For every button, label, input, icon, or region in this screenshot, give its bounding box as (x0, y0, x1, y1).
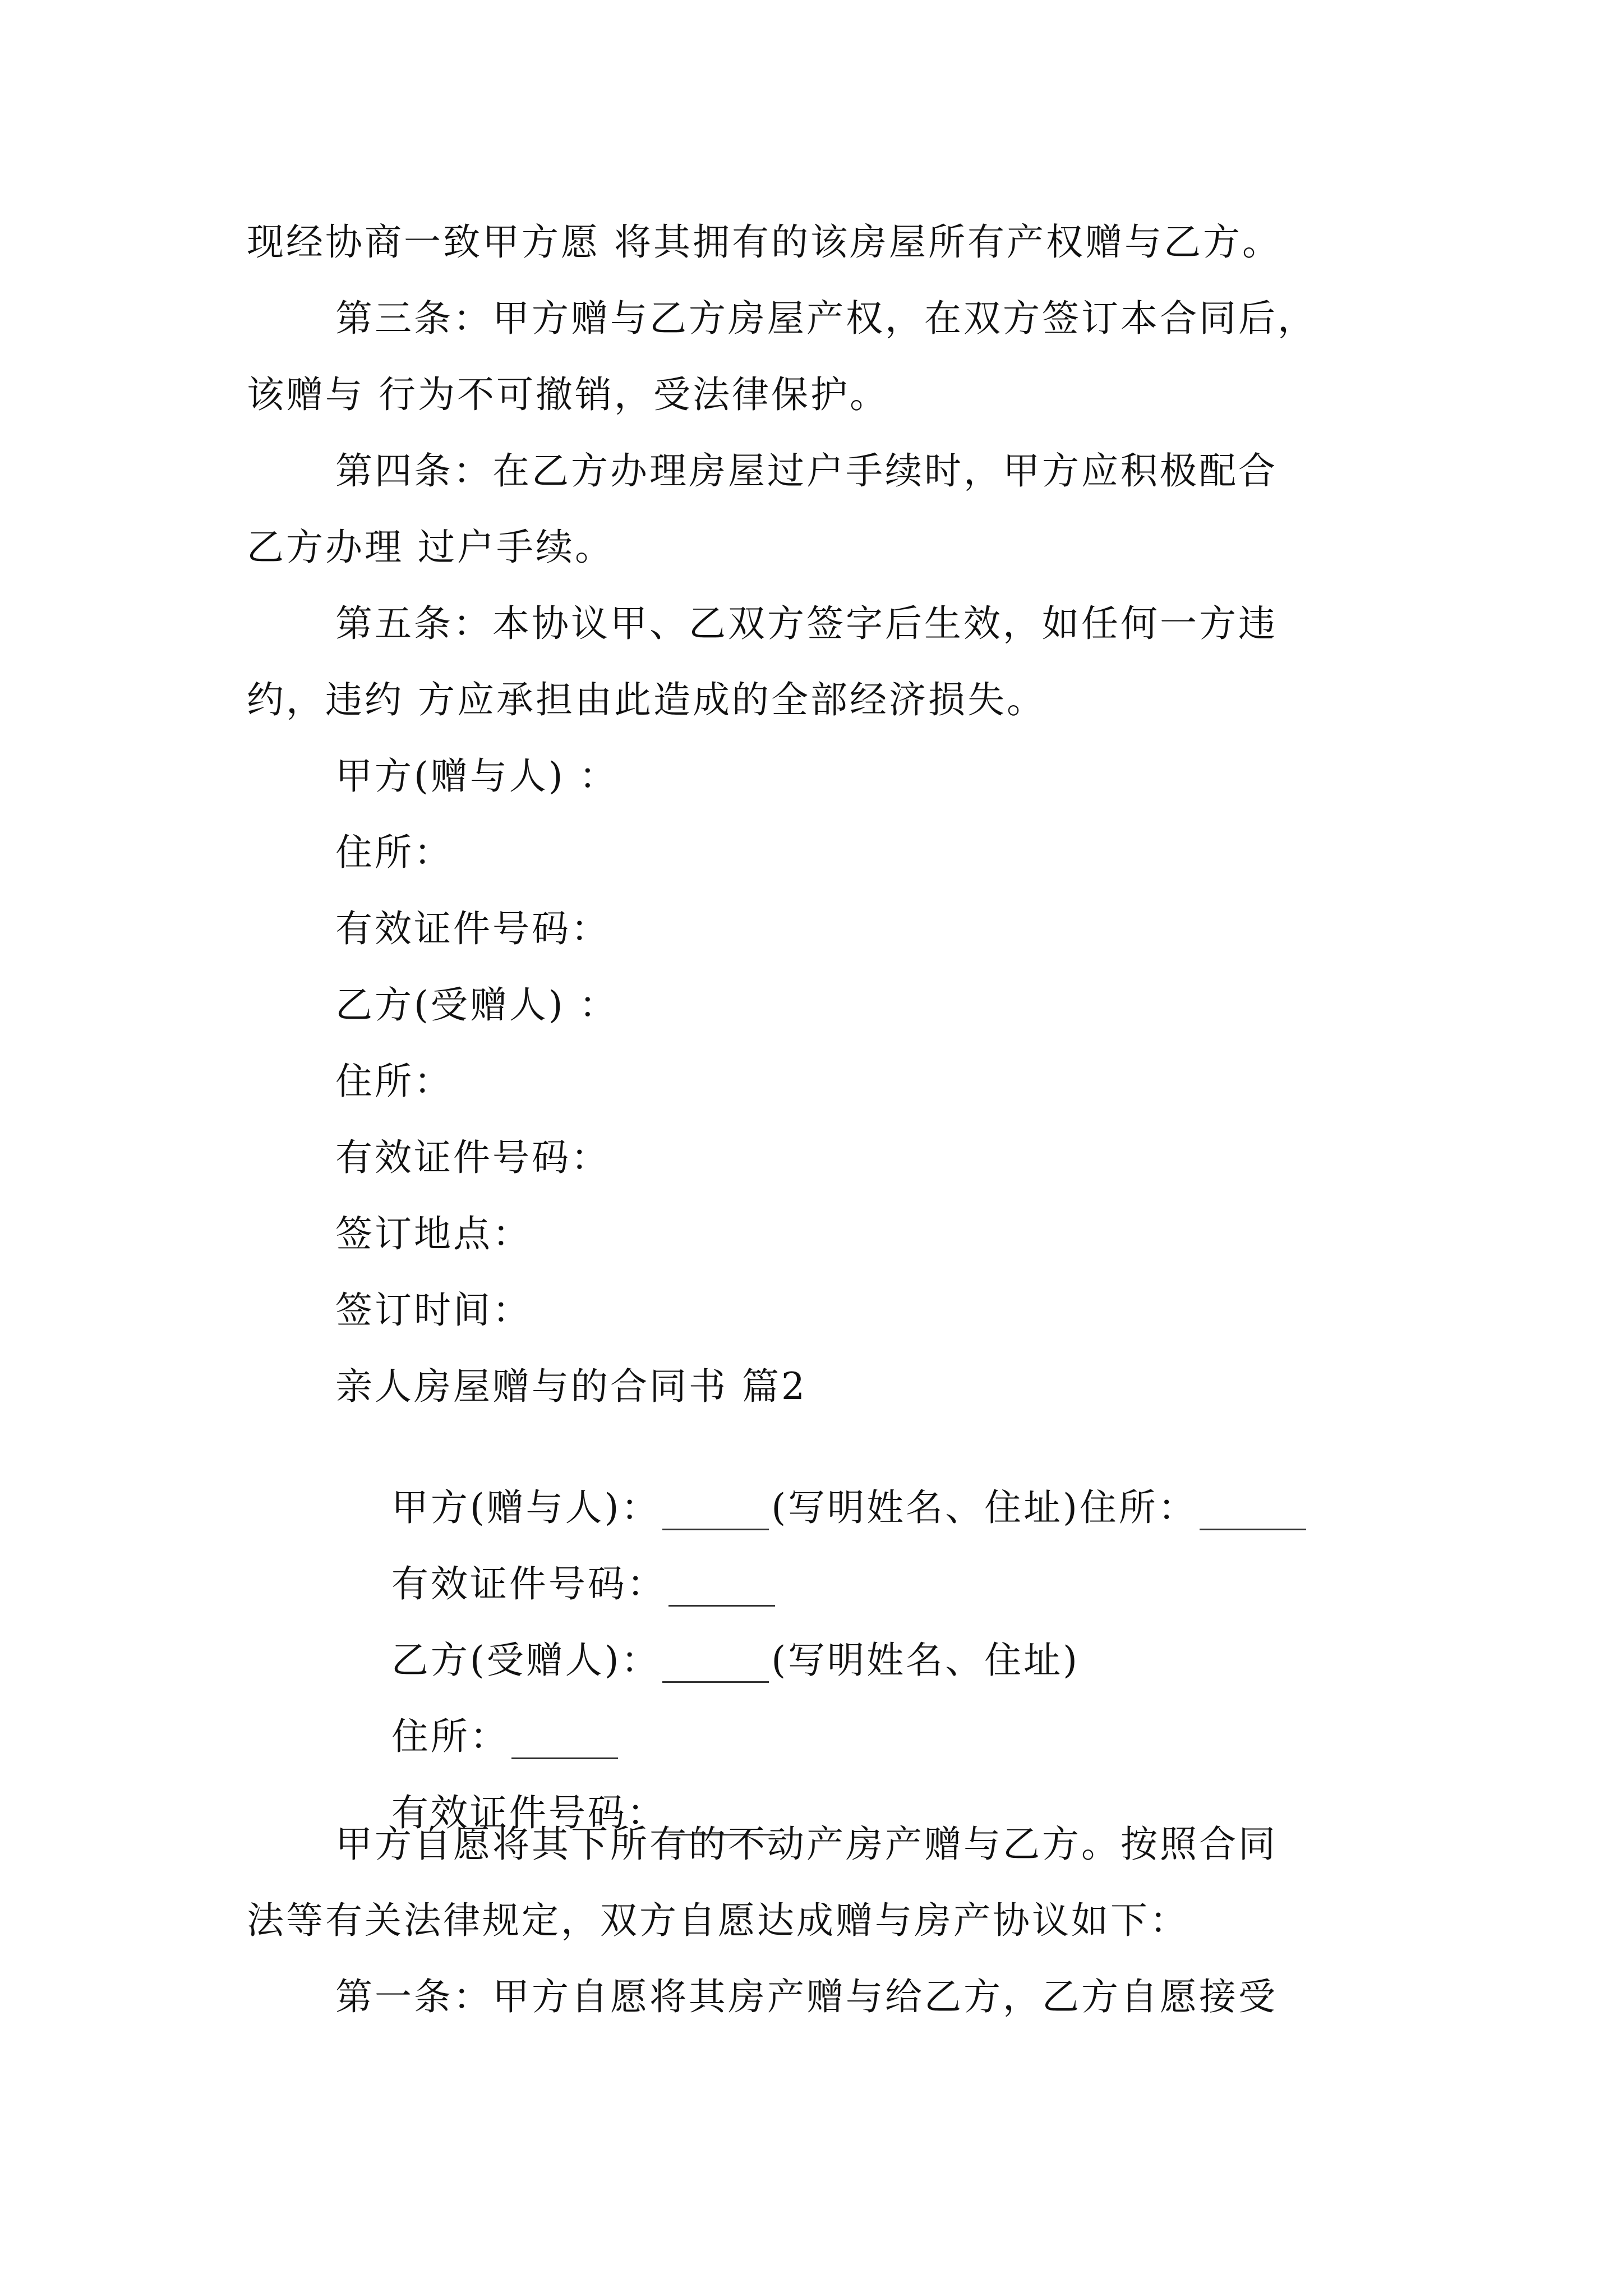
donee-address-label: 住所： (391, 1715, 509, 1758)
donee-name-blank (662, 1648, 769, 1683)
party-a-address-label: 住所： (335, 831, 453, 874)
party-b-id-label: 有效证件号码： (335, 1136, 610, 1179)
signing-time-label: 签订时间： (335, 1289, 532, 1332)
clause-4-line-1: 第四条：在乙方办理房屋过户手续时，甲方应积极配合 (335, 449, 1278, 493)
clause-1-line-1: 第一条：甲方自愿将其房产赠与给乙方，乙方自愿接受 (335, 1975, 1278, 2018)
party-a-label: 甲方(赠与人) ： (335, 754, 619, 798)
donee-label: 乙方(受赠人)： (391, 1639, 661, 1682)
clause-3-line-2: 该赠与 行为不可撤销，受法律保护。 (247, 373, 889, 416)
clause-3-line-1: 第三条：甲方赠与乙方房屋产权，在双方签订本合同后， (335, 297, 1317, 340)
clause-5-line-1: 第五条：本协议甲、乙双方签字后生效，如任何一方违 (335, 602, 1278, 645)
intro-line-2: 法等有关法律规定，双方自愿达成赠与房产协议如下： (247, 1899, 1189, 1942)
donor-id-label: 有效证件号码： (391, 1562, 666, 1605)
donor-address-blank (1200, 1495, 1306, 1530)
section-heading: 亲人房屋赠与的合同书 篇2 (335, 1365, 807, 1408)
party-b-address-label: 住所： (335, 1060, 453, 1103)
text-line: 现经协商一致甲方愿 将其拥有的该房屋所有产权赠与乙方。 (247, 220, 1281, 264)
donee-note: (写明姓名、住址) (771, 1639, 1080, 1682)
donor-note: (写明姓名、住址)住所： (771, 1486, 1197, 1529)
clause-4-line-2: 乙方办理 过户手续。 (247, 526, 614, 569)
party-b-label: 乙方(受赠人) ： (335, 983, 619, 1027)
donor-label: 甲方(赠与人)： (391, 1486, 661, 1529)
signing-place-label: 签订地点： (335, 1212, 532, 1255)
clause-5-line-2: 约，违约 方应承担由此造成的全部经济损失。 (247, 678, 1046, 721)
donee-id-label: 有效证件号码： (391, 1791, 666, 1834)
intro-line-1: 甲方自愿将其下所有的不动产房产赠与乙方。按照合同 (335, 1823, 1278, 1866)
party-a-id-label: 有效证件号码： (335, 907, 610, 950)
